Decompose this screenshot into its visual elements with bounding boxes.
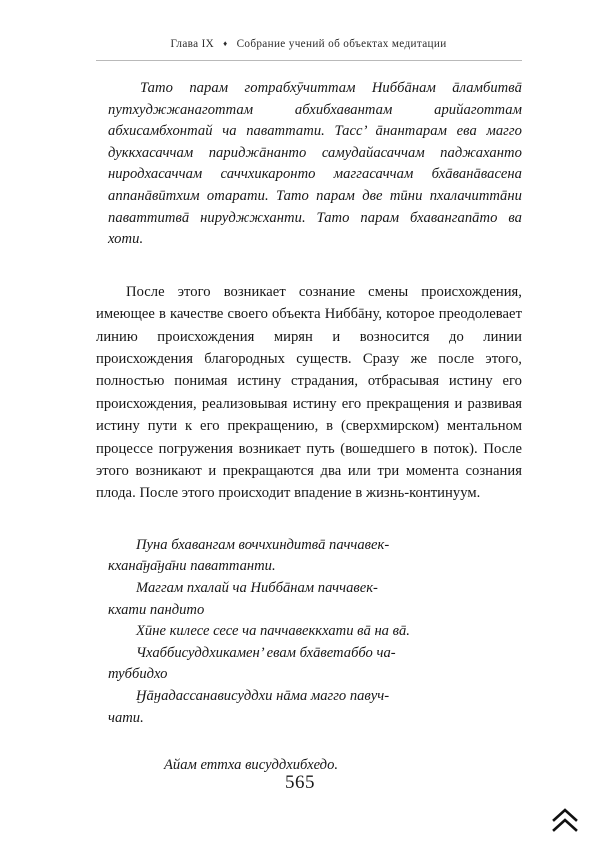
block-spacer bbox=[96, 505, 522, 535]
running-head-chapter: Глава IX bbox=[170, 38, 215, 50]
block-spacer bbox=[96, 729, 522, 755]
verse-line: Хӣне килесе сесе ча паччавеккхати вā на вā. bbox=[136, 623, 410, 640]
running-head-title: Собрание учений об объектах медитации bbox=[236, 38, 447, 50]
diamond-icon: ♦ bbox=[223, 39, 228, 48]
verse-line: кхана̄ӈа̄ӈа̄ни паваттанти. bbox=[108, 558, 276, 575]
verse-line: туббидхо bbox=[108, 666, 168, 683]
body-paragraph: После этого возникает сознание смены происхождения, имеющее в качестве своего объекта Ниббāну, которое преодолевает линию происхождения мирян и возносится до линии происхождения благородных существ. Сразу же после этого, полностью понимая истину страдания, отбрасывая истину его происхождения, реализовывая истину его прекращения и развивая истину пути к его прекращению, в (сверхмирском) ментальном процессе погружения возникает путь (вошедшего в поток). После этого возникают и прекращаются два или три момента сознания плода. После этого происходит впадение в жизнь-континуум. bbox=[96, 283, 522, 502]
verse-line: Ӈāӈадассанависуддхи нāма магго павуч- bbox=[136, 687, 390, 704]
verse-line: чати. bbox=[108, 709, 144, 726]
verse-line: Маггам пхалай ча Ниббāнам паччавек- bbox=[136, 580, 378, 596]
double-chevron-up-icon bbox=[550, 808, 580, 834]
running-head bbox=[95, 38, 522, 50]
pali-quote-block-1: Тато парам готрабхӯчиттам Ниббāнам āламбитвā путхуджжанаготтам абхибхавантам арийаготтам абхисамбхонтай ча паваттати. Тасс’ āнантарам ева магго дуккхасаччам париджāнанто самудайасаччам паджаханто ниродхасаччам саччхикаронто маггасаччам бхāванāвасена аппанāвӣтхим отарати. Тато парам две тӣни пхалачиттāни паваттитвā нируджжханти. Тато парам бхавангапāто ва хоти. bbox=[108, 80, 522, 248]
text-block bbox=[96, 78, 522, 777]
block-spacer bbox=[96, 251, 522, 281]
scroll-to-top-button[interactable] bbox=[548, 804, 582, 838]
page-number: 565 bbox=[285, 772, 315, 793]
pali-verse-block bbox=[96, 535, 522, 729]
verse-line: кхати пандито bbox=[108, 601, 205, 618]
verse-line: Чхаббисуддхикамен’ евам бхāветаббо ча- bbox=[136, 644, 396, 661]
header-rule bbox=[96, 60, 522, 61]
verse-line: Пуна бхавангам воччхиндитвā паччавек- bbox=[136, 536, 390, 553]
pali-verse-final: Айам еттха висуддхибхедо. bbox=[164, 757, 339, 774]
